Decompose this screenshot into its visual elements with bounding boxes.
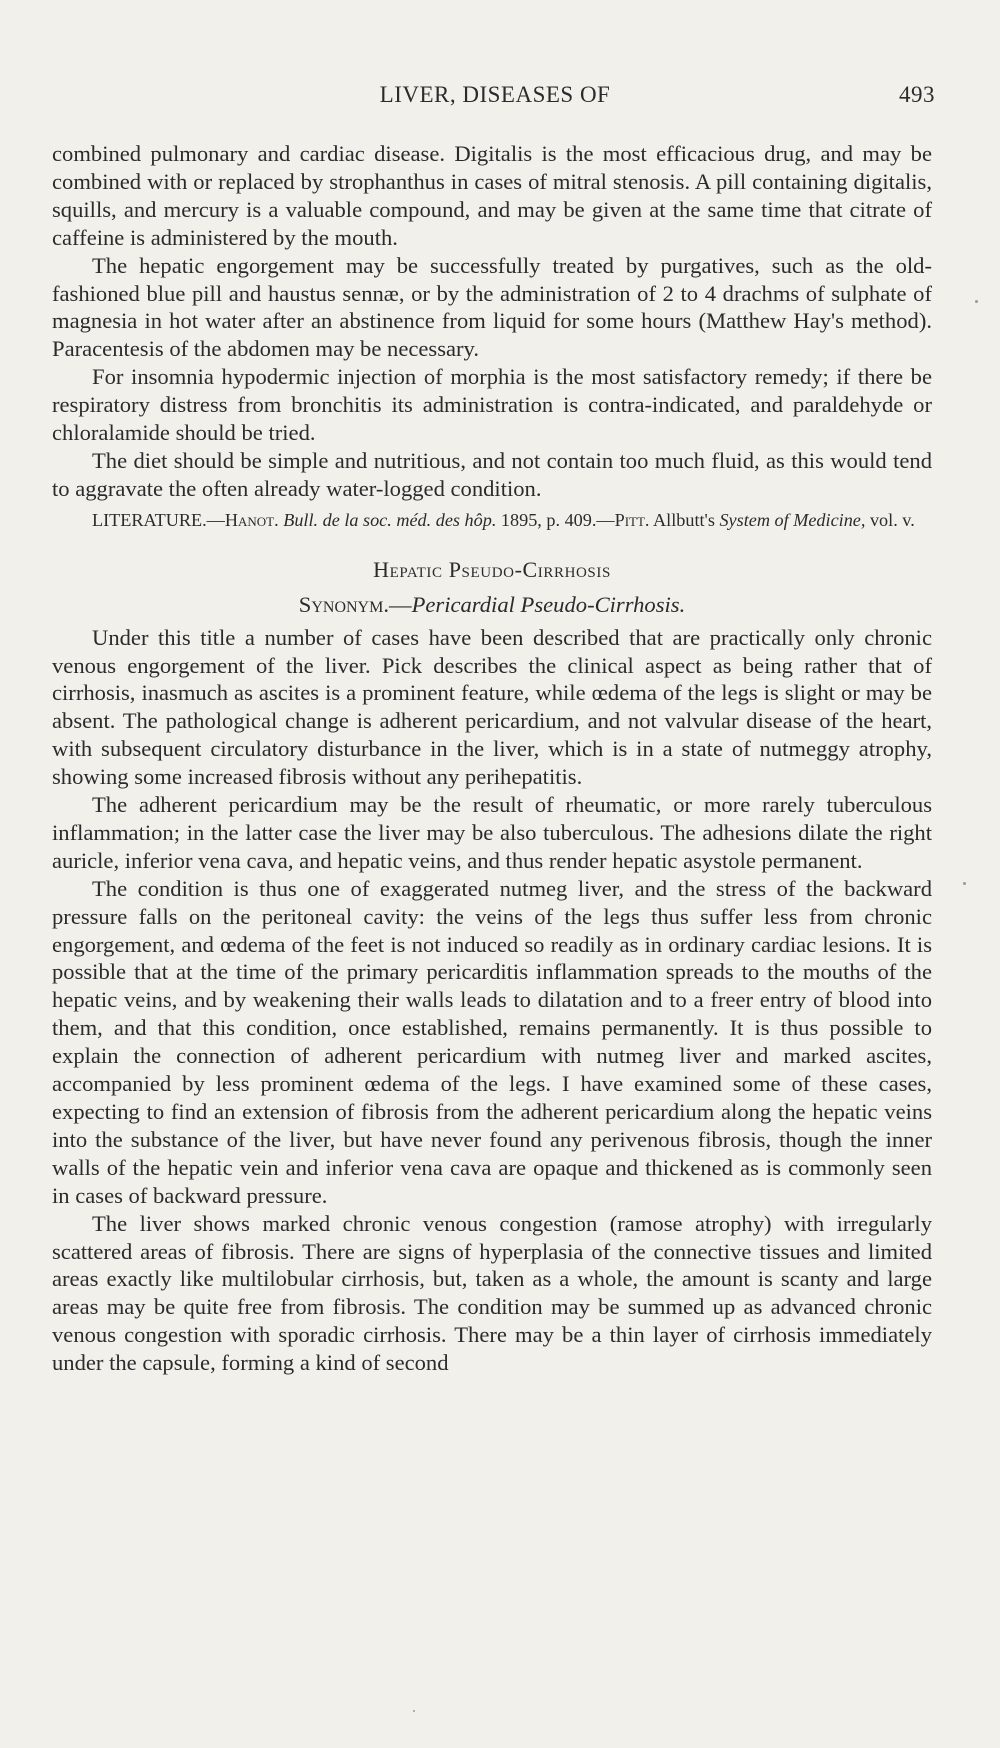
literature-dash-2: — — [596, 509, 615, 530]
paper-speck — [413, 1710, 415, 1712]
section-heading: Hepatic Pseudo-Cirrhosis — [373, 556, 611, 582]
literature-work-title: System of Medicine, — [719, 509, 866, 530]
paragraph-insomnia: For insomnia hypodermic injection of morphia is the most satisfactory remedy; if there be respiratory distress from bronchitis its administration is contra-indicated, and paraldehyde or chloralamide should be tried. — [52, 364, 932, 446]
synonym-dash: — — [388, 591, 412, 617]
literature-details-2: vol. v. — [865, 509, 915, 530]
literature-author-hanot: Hanot. — [224, 509, 279, 530]
paragraph-continued: combined pulmonary and cardiac disease. Digitalis is the most efficacious drug, and may be combined with or replaced by strophanthus in cases of mitral stenosis. A pill containing digitalis, squills, and mercury is a valuable compound, and may be given at the same time that citrate of caffeine is administered by the mouth. — [52, 141, 932, 250]
paper-speck — [975, 300, 978, 303]
paper-speck — [963, 882, 966, 885]
synonym-term: Pericardial Pseudo-Cirrhosis. — [411, 591, 686, 617]
paragraph-description: Under this title a number of cases have been described that are practically only chronic venous engorgement of the liver. Pick describes the clinical aspect as being rather that of cirrhosis, inasmuch as ascites is a prominent feature, while œdema of the legs is slight or may be absent. The pathological change is adherent pericardium, and not valvular disease of the heart, with subsequent circulatory disturbance in the liver, which is in a state of nutmeggy atrophy, showing some increased fibrosis without any perihepatitis. — [52, 624, 932, 790]
synonym-line — [52, 591, 932, 619]
paragraph-liver-findings: The liver shows marked chronic venous congestion (ramose atrophy) with irregularly scattered areas of fibrosis. There are signs of hyperplasia of the connective tissues and limited areas exactly like multilobular cirrhosis, but, taken as a whole, the amount is scanty and large areas may be quite free from fibrosis. The condition may be summed up as advanced chronic venous congestion with sporadic cirrhosis. There may be a thin layer of cirrhosis immediately under the capsule, forming a kind of second — [52, 1210, 932, 1376]
running-head — [55, 82, 935, 114]
literature-dash-1: — — [206, 509, 225, 530]
synonym-label: Synonym. — [298, 591, 389, 617]
literature-references — [52, 508, 932, 532]
literature-author-pitt: Pitt. — [614, 509, 650, 530]
body-text — [52, 140, 932, 1377]
literature-journal: Bull. de la soc. méd. des hôp. — [283, 509, 497, 530]
paragraph-diet: The diet should be simple and nutritious, and not contain too much fluid, as this would tend to aggravate the often already water-logged condition. — [52, 447, 932, 501]
running-title: LIVER, DISEASES OF — [379, 82, 611, 107]
literature-details-1: 1895, p. 409. — [496, 509, 597, 530]
page-number: 493 — [899, 82, 935, 107]
paragraph-nutmeg-liver: The condition is thus one of exaggerated nutmeg liver, and the stress of the backward pressure falls on the peritoneal cavity: the veins of the legs thus suffer less from chronic engorgement, and œdema of the feet is not induced so readily as in ordinary cardiac lesions. It is possible that at the time of the primary pericarditis inflammation spreads to the mouths of the hepatic veins, and by weakening their walls leads to dilatation and to a freer entry of blood into them, and that this condition, once established, remains permanently. It is thus possible to explain the connection of adherent pericardium with nutmeg liver and marked ascites, accompanied by less prominent œdema of the legs. I have examined some of these cases, expecting to find an extension of fibrosis from the adherent pericardium along the hepatic veins into the substance of the liver, but have never found any perivenous fibrosis, though the inner walls of the hepatic vein and inferior vena cava are opaque and thickened as is commonly seen in cases of backward pressure. — [52, 875, 932, 1208]
literature-label: LITERATURE. — [92, 509, 207, 530]
paragraph-hepatic-engorgement: The hepatic engorgement may be successfully treated by purgatives, such as the old-fashioned blue pill and haustus sennæ, or by the administration of 2 to 4 drachms of sulphate of magnesia in hot water after an abstinence from liquid for some hours (Matthew Hay's method). Paracentesis of the abdomen may be necessary. — [52, 252, 932, 362]
paragraph-adherent-pericardium: The adherent pericardium may be the result of rheumatic, or more rarely tuberculous inflammation; in the latter case the liver may be also tuberculous. The adhesions dilate the right auricle, inferior vena cava, and hepatic veins, and thus render hepatic asystole permanent. — [52, 792, 932, 873]
literature-work-prefix: Allbutt's — [649, 509, 720, 530]
